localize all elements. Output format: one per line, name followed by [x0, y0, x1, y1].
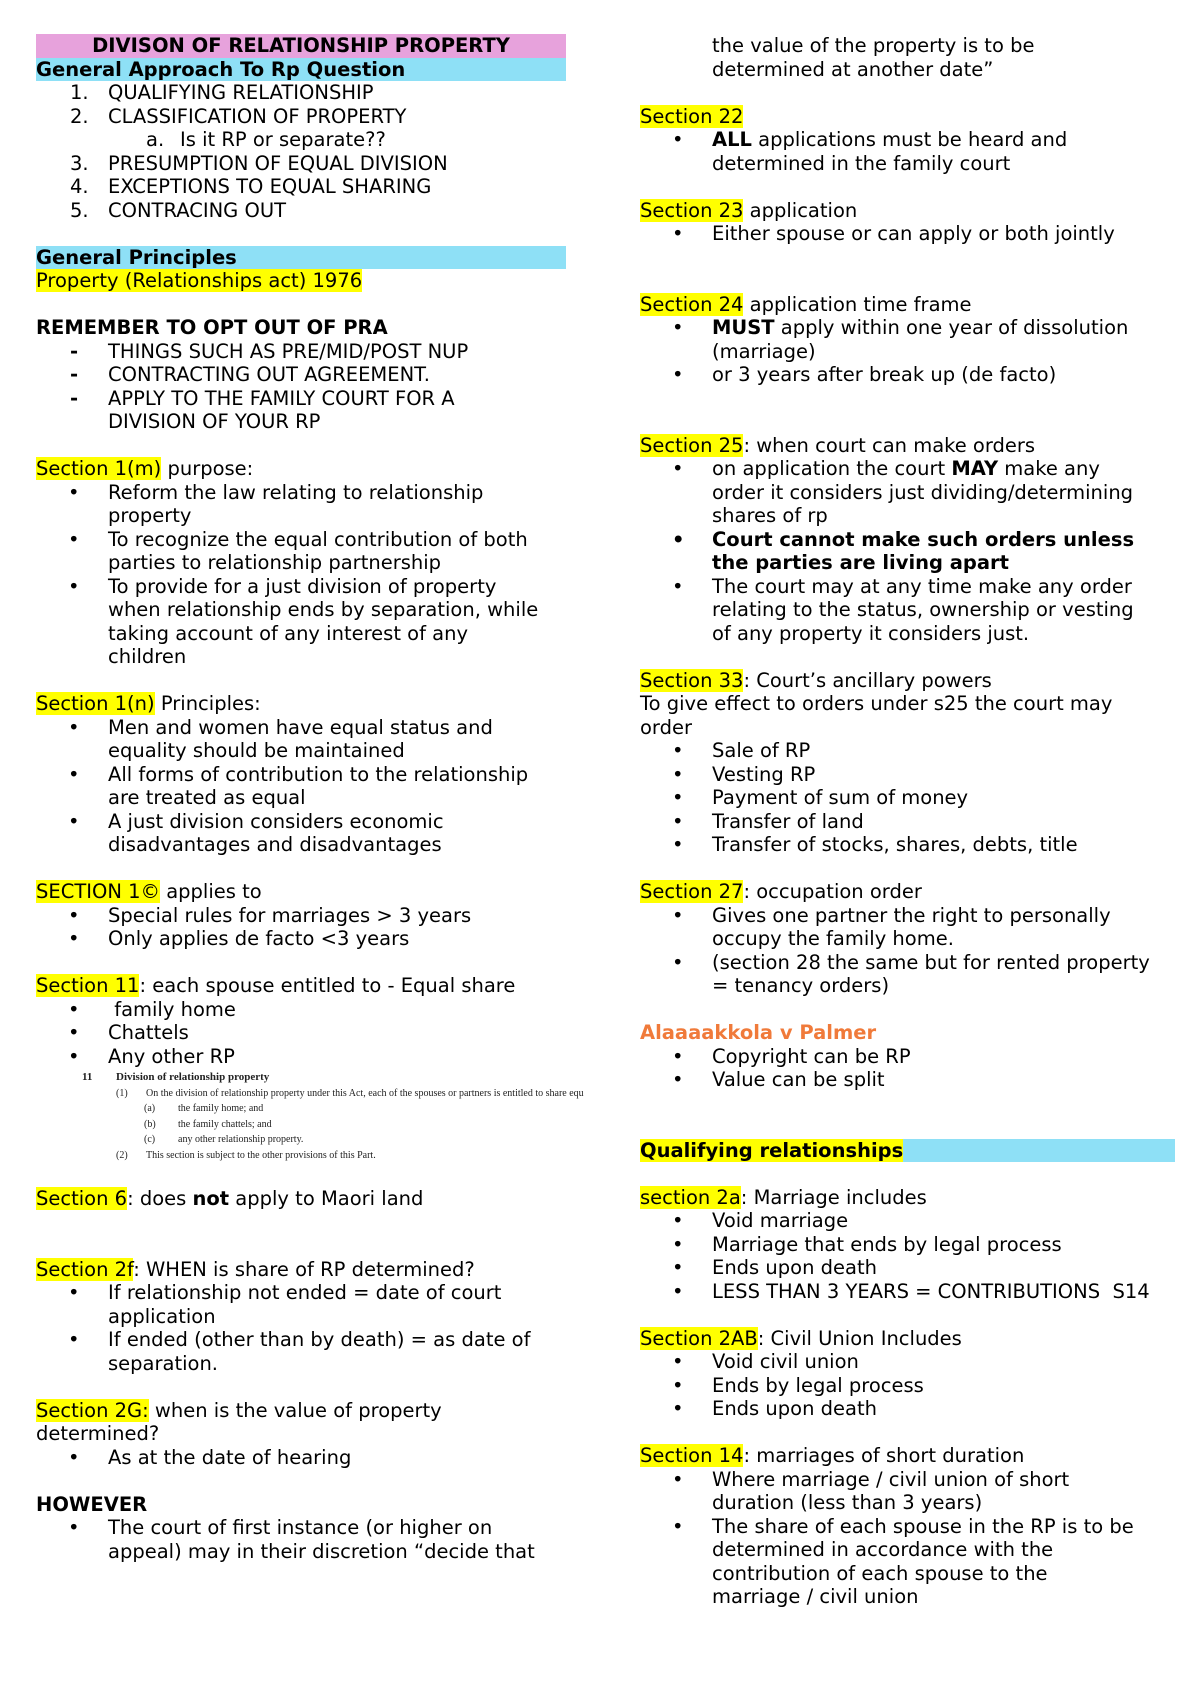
list-item: • Chattels	[36, 1021, 566, 1045]
section-heading: Section 2G: when is the value of property	[36, 1398, 442, 1422]
list-item: • (section 28 the same but for rented property = tenancy orders)	[640, 951, 1175, 998]
list-item: • MUST apply within one year of dissolution (marriage)	[640, 316, 1175, 363]
list-item: • Sale of RP	[640, 739, 1175, 763]
act-title: Property (Relationships act) 1976	[36, 269, 363, 292]
section-heading: Section 1(m) purpose:	[36, 457, 254, 480]
bullet-list	[640, 128, 1175, 175]
list-item: - APPLY TO THE FAMILY COURT FOR A DIVISION OF YOUR RP	[36, 387, 566, 434]
list-item: • As at the date of hearing	[36, 1446, 566, 1470]
however-heading: HOWEVER	[36, 1492, 148, 1516]
section-heading: Section 2f: WHEN is share of RP determined?	[36, 1257, 475, 1281]
section-heading: Section 25: when court can make orders	[640, 433, 1036, 457]
list-item: • on application the court MAY make any order it considers just dividing/determining shares of rp	[640, 457, 1175, 528]
principles-heading: General Principles	[36, 246, 566, 270]
right-column	[640, 34, 1175, 1609]
list-item: • Reform the law relating to relationship property	[36, 481, 566, 528]
list-item: • Transfer of stocks, shares, debts, title	[640, 833, 1175, 857]
list-item: • Transfer of land	[640, 810, 1175, 834]
list-item: - CONTRACTING OUT AGREEMENT.	[36, 363, 566, 387]
qualifying-heading-bar	[640, 1139, 1175, 1163]
approach-heading: General Approach To Rp Question	[36, 58, 566, 82]
excerpt-subpara: (a) the family home; and	[144, 1103, 264, 1114]
list-item: • Void marriage	[640, 1209, 1175, 1233]
section-heading: Section 11: each spouse entitled to - Equal share	[36, 974, 516, 997]
bullet-list	[36, 1281, 566, 1375]
list-item: • The court may at any time make any order relating to the status, ownership or vesting of any property it considers just.	[640, 575, 1175, 646]
bullet-list	[36, 998, 566, 1069]
section-heading: Section 33: Court’s ancillary powers	[640, 668, 992, 692]
approach-list	[36, 81, 566, 222]
bullet-list	[36, 481, 566, 669]
list-item: 1. QUALIFYING RELATIONSHIP	[70, 81, 374, 104]
document-title: DIVISON OF RELATIONSHIP PROPERTY	[36, 34, 566, 58]
list-item: • To provide for a just division of property when relationship ends by separation, while taking account of any interest of any children	[36, 575, 566, 669]
section-heading: Section 24 application time frame	[640, 292, 972, 316]
list-item: - THINGS SUCH AS PRE/MID/POST NUP	[36, 340, 566, 364]
qualifying-heading: Qualifying relationships	[640, 1138, 904, 1162]
bullet-list	[640, 739, 1175, 857]
list-item: • Any other RP	[36, 1045, 566, 1069]
list-item: • Copyright can be RP	[640, 1045, 1175, 1069]
section-intro: order	[640, 715, 692, 739]
list-item: • or 3 years after break up (de facto)	[640, 363, 1175, 387]
section-heading: Section 6: does not apply to Maori land	[36, 1187, 424, 1210]
excerpt-subpara: (c) any other relationship property.	[144, 1134, 304, 1145]
section-heading: Section 14: marriages of short duration	[640, 1444, 1025, 1467]
bullet-list	[640, 1468, 1175, 1609]
list-item: • To recognize the equal contribution of both parties to relationship partnership	[36, 528, 566, 575]
bullet-list	[640, 457, 1175, 645]
list-item: • family home	[36, 998, 566, 1022]
list-item: 3. PRESUMPTION OF EQUAL DIVISION	[70, 151, 448, 175]
list-item: • ALL applications must be heard and determined in the family court	[640, 128, 1175, 175]
bullet-list	[640, 1045, 1175, 1092]
list-item: • Where marriage / civil union of short duration (less than 3 years)	[640, 1468, 1175, 1515]
section-heading: section 2a: Marriage includes	[640, 1185, 927, 1209]
list-item: • Ends by legal process	[640, 1374, 1175, 1398]
list-item: • Special rules for marriages > 3 years	[36, 904, 566, 928]
section-heading: Section 27: occupation order	[640, 880, 922, 903]
continued-text: determined at another date”	[712, 57, 994, 81]
list-item: • A just division considers economic disadvantages and disadvantages	[36, 810, 566, 857]
list-item: 5. CONTRACING OUT	[70, 198, 287, 222]
list-item: • Ends upon death	[640, 1256, 1175, 1280]
statute-excerpt	[36, 1070, 584, 1163]
section-heading: Section 22	[640, 104, 744, 128]
list-item: • The court of first instance (or higher on appeal) may in their discretion “decide that	[36, 1516, 566, 1563]
list-item: • Value can be split	[640, 1068, 1175, 1092]
bullet-list	[36, 716, 566, 857]
list-item: • If relationship not ended = date of court application	[36, 1281, 566, 1328]
list-item: 4. EXCEPTIONS TO EQUAL SHARING	[70, 175, 432, 198]
bullet-list	[640, 316, 1175, 387]
sub-list-item: a. Is it RP or separate??	[146, 128, 386, 151]
list-item: • Either spouse or can apply or both jointly	[640, 222, 1175, 246]
list-item: • Ends upon death	[640, 1397, 1175, 1421]
case-title: Alaaaakkola v Palmer	[640, 1021, 877, 1044]
bullet-list	[36, 1516, 566, 1563]
bullet-list	[640, 904, 1175, 998]
list-item: • Court cannot make such orders unless the parties are living apart	[640, 528, 1175, 575]
list-item: • Payment of sum of money	[640, 786, 1175, 810]
bullet-list	[640, 1350, 1175, 1421]
list-item: • Void civil union	[640, 1350, 1175, 1374]
continued-text: the value of the property is to be	[712, 34, 1035, 57]
list-item: • LESS THAN 3 YEARS = CONTRIBUTIONS S14	[640, 1280, 1175, 1304]
list-item: • Gives one partner the right to personally occupy the family home.	[640, 904, 1175, 951]
list-item: • All forms of contribution to the relationship are treated as equal	[36, 763, 566, 810]
list-item: • The share of each spouse in the RP is to be determined in accordance with the contribution of each spouse to the marriage / civil union	[640, 1515, 1175, 1609]
list-item: 2. CLASSIFICATION OF PROPERTY	[70, 104, 407, 128]
bullet-list	[36, 1446, 566, 1470]
section-heading: Section 1(n) Principles:	[36, 692, 261, 715]
remember-list	[36, 340, 566, 434]
bullet-list	[36, 904, 566, 951]
section-heading: Section 23 application	[640, 198, 858, 222]
excerpt-para: (1) On the division of relationship property under this Act, each of the spouses or partners is entitled to share equ	[116, 1087, 584, 1099]
excerpt-subpara: (b) the family chattels; and	[144, 1118, 272, 1130]
left-column	[36, 34, 584, 1563]
list-item: • Marriage that ends by legal process	[640, 1233, 1175, 1257]
list-item: • Men and women have equal status and equality should be maintained	[36, 716, 566, 763]
bullet-list	[640, 222, 1175, 246]
bullet-list	[640, 1209, 1175, 1303]
remember-heading: REMEMBER TO OPT OUT OF PRA	[36, 316, 388, 339]
section-heading: SECTION 1© applies to	[36, 880, 262, 903]
excerpt-para: (2) This section is subject to the other provisions of this Part.	[116, 1149, 376, 1161]
section-heading-cont: determined?	[36, 1422, 160, 1445]
list-item: • Only applies de facto <3 years	[36, 927, 566, 951]
excerpt-title: 11 Division of relationship property	[82, 1071, 270, 1083]
list-item: • If ended (other than by death) = as date of separation.	[36, 1328, 566, 1375]
section-heading: Section 2AB: Civil Union Includes	[640, 1326, 962, 1350]
list-item: • Vesting RP	[640, 763, 1175, 787]
section-intro: To give effect to orders under s25 the court may	[640, 692, 1113, 715]
